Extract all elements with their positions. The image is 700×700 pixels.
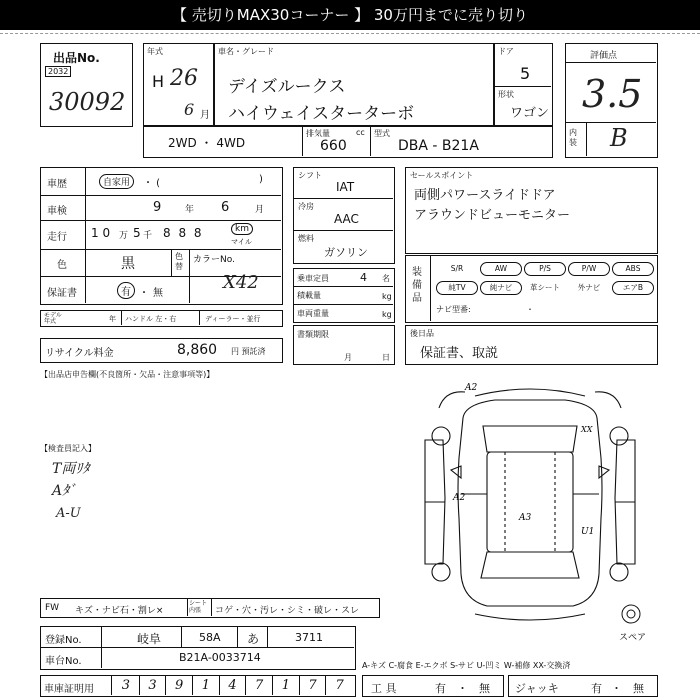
inspector-line-2: Aﾀﾞ [52,483,77,499]
ac: AAC [334,212,359,226]
mileage-unit: km [231,223,253,235]
fuel-label: 燃料 [298,234,314,243]
equipment-label: 装備品 [412,267,422,304]
post-delivery-box [405,325,658,365]
inspection-month-unit: 月 [255,205,265,215]
post-delivery-value: 保証書、取説 [420,346,499,361]
chassis-value: B21A-0033714 [179,651,261,664]
recycle-box [40,338,283,363]
windshield [483,426,577,452]
score-box [565,43,658,158]
banner-text: 【 売切りMAX30コーナー 】 30万円までに売り切り [172,6,528,24]
registration-kana: あ [247,632,260,646]
equip-abs: ABS [612,262,654,276]
drive: 2WD ・ 4WD [168,136,246,150]
colorno: X42 [223,272,259,293]
certificate-digit: 7 [246,676,273,695]
history-label: 車歴 [47,179,67,190]
certificate-digit: 1 [273,676,300,695]
expiry-unit: 月 [344,353,352,362]
shift-label: シフト [298,171,322,180]
mark-a2-side: A2 [453,493,466,503]
seat-label: シート内張 [189,600,208,614]
doors-label: ドア [498,47,514,56]
certificate-digit: 7 [300,676,327,695]
model-year-unit: 年 [109,315,116,323]
equip-airbag: エアB [612,281,654,295]
expiry-label: 書類期限 [297,330,329,339]
colorno-label: カラーNo. [193,255,235,265]
weight-label: 車両重量 [297,309,329,318]
mileage-label: 走行 [47,232,67,243]
inspection-year: 9 [153,200,162,215]
year-label: 年式 [147,47,163,56]
mark-a2-top: A2 [465,383,478,393]
warranty-sep: ・ [139,288,149,299]
lot-number: 30092 [49,88,126,116]
doors-box [493,43,553,127]
warranty-yes: 有 [117,282,135,299]
registration-region: 岐阜 [137,632,162,646]
color-change-label: 色替 [175,252,183,271]
mileage-10k-unit: 万 [119,231,129,241]
doors: 5 [520,64,531,83]
floor-strip [40,598,380,618]
equip-leather: 革シート [530,283,560,292]
inspector-line-1: T両ﾘﾀ [52,461,90,477]
color-label: 色 [57,260,67,271]
roof [487,452,573,552]
score-label: 評価点 [590,51,618,61]
interior: B [610,124,628,152]
expiry-day: 日 [382,353,390,362]
spare-label: スペア [619,633,647,643]
rear-glass [481,552,579,578]
load-unit: kg [382,292,392,301]
car-diagram [405,378,660,648]
selling-point-2: アラウンドビューモニター [414,208,571,223]
score: 3.5 [582,72,643,116]
capacity: 4 [360,271,367,284]
jack-label: ジャッキ [515,682,559,695]
month-unit: 月 [200,110,210,121]
recycle-label: リサイクル料金 [45,348,114,359]
inspector-label: 【検査員記入】 [40,444,96,453]
front-bumper [475,389,585,396]
recycle-unit: 円 預託済 [231,347,266,356]
grade: ハイウェイスターターボ [228,104,415,124]
equip-tv: 純TV [436,281,478,295]
tools-yes: 有 [435,682,446,695]
inspection-label: 車検 [47,206,67,217]
model-label: 車名・グレード [218,47,274,56]
displacement-label: 排気量 [306,129,330,138]
certificate-digit: 1 [193,676,220,695]
weight-unit: kg [382,310,392,319]
type-label: 型式 [374,129,390,138]
jack-box: ジャッキ 有 ・ 無 [508,675,658,697]
recycle-fee: 8,860 [177,342,218,358]
registration-label: 登録No. [45,635,82,646]
mileage-1k-unit: 千 [143,231,153,241]
certificate-digit: 4 [220,676,247,695]
chassis-label: 車台No. [45,656,82,667]
displacement: 660 [320,138,347,154]
mileage-10k: 1 0 [91,226,111,240]
mark-a3: A3 [519,513,532,523]
tools-no: 無 [479,682,490,695]
top-border [0,30,700,34]
equip-pw: P/W [568,262,610,276]
certificate-digits [113,676,353,695]
equip-aw: AW [480,262,522,276]
inspection-year-unit: 年 [185,205,195,215]
model-year-strip [40,310,283,327]
warranty-label: 保証書 [47,288,77,299]
lot-code: 2032 [45,66,71,77]
lot-box [40,43,133,127]
interior-label: 内装 [569,128,577,147]
mark-u1: U1 [581,527,595,537]
capacity-box [293,268,395,323]
drive-box [143,125,553,158]
equip-ext-nav: 外ナビ [577,283,601,292]
jack-yes: 有 [591,682,602,695]
certificate-box [40,675,356,697]
seat-items: コゲ・穴・汚レ・シミ・破レ・スレ [215,606,360,616]
registration-box [40,626,356,670]
history-value: 自家用 [99,174,134,189]
equipment-box [405,255,658,323]
model-year-label: モデル年式 [44,312,62,325]
body-label: 形状 [498,90,514,99]
inspection-month: 6 [221,200,230,215]
certificate-digit: 7 [335,678,344,693]
selling-points-label: セールスポイント [410,171,474,180]
history-rest: ・ ( [143,178,161,189]
mileage-unit-alt: マイル [231,238,252,246]
legend: A-キズ C-腐食 E-エクボ S-サビ U-凹ミ W-補修 XX-交換済 [362,661,571,670]
mark-xx: XX [581,425,593,434]
notes-label: 【出品店申告欄(不良箇所・欠品・注意事項等)】 [40,370,215,379]
equip-nav: 純ナビ [480,281,522,295]
post-delivery-label: 後日品 [410,329,434,338]
nav-model-value: ・ [526,305,534,314]
spec-table: 車歴 自家用 ・ ( ) 車検 9 年 6 月 走行 1 0 万 5 千 8 8 8 km マイル 色 黒 色替 カラーNo. X42 保証書 有 ・ 無 [40,167,283,305]
month: 6 [184,100,195,119]
jack-no: 無 [633,682,644,695]
mileage-1k: 5 [133,226,141,240]
registration-class: 58A [199,631,221,644]
equip-sr: S/R [450,264,464,273]
inspector-line-3: A-U [56,506,81,521]
banner [0,0,700,30]
certificate-digit: 3 [113,676,140,695]
year-box [143,43,215,127]
type: DBA - B21A [398,138,479,154]
dealer-label: ディーラー・並行 [205,315,261,323]
body: ワゴン [510,106,550,121]
warranty-no: 無 [153,288,163,299]
fuel: ガソリン [324,246,368,259]
nav-model-label: ナビ型番: [436,305,471,314]
rear-bumper [475,614,585,620]
tools-box: 工 具 有 ・ 無 [362,675,504,697]
tools-label: 工 具 [371,682,397,695]
shift: IAT [336,180,355,194]
floor-label: FW [45,603,60,613]
handle-label: ハンドル 左・右 [125,315,177,323]
center-spec [293,167,395,264]
certificate-label: 車庫証明用 [44,684,94,695]
certificate-digit: 9 [166,676,193,695]
color: 黒 [121,256,135,272]
mileage-rest: 8 8 8 [163,226,204,240]
model-name: デイズルークス [228,77,346,97]
spare-tire [622,605,640,623]
registration-number: 3711 [295,631,323,644]
ac-label: 冷房 [298,202,314,211]
lot-label: 出品No. [53,51,100,65]
floor-items: キズ・ナビ石・割レ× [75,606,164,616]
era: H [152,72,165,91]
year: 26 [170,66,198,91]
model-box [213,43,495,127]
equip-ps: P/S [524,262,566,276]
displacement-unit: cc [356,128,365,137]
certificate-digit: 3 [140,676,167,695]
expiry-box [293,325,395,365]
selling-points-box [405,167,658,254]
capacity-label: 乗車定員 [297,274,329,283]
load-label: 積載量 [297,291,321,300]
selling-point-1: 両側パワースライドドア [414,188,556,203]
capacity-unit: 名 [382,274,390,283]
